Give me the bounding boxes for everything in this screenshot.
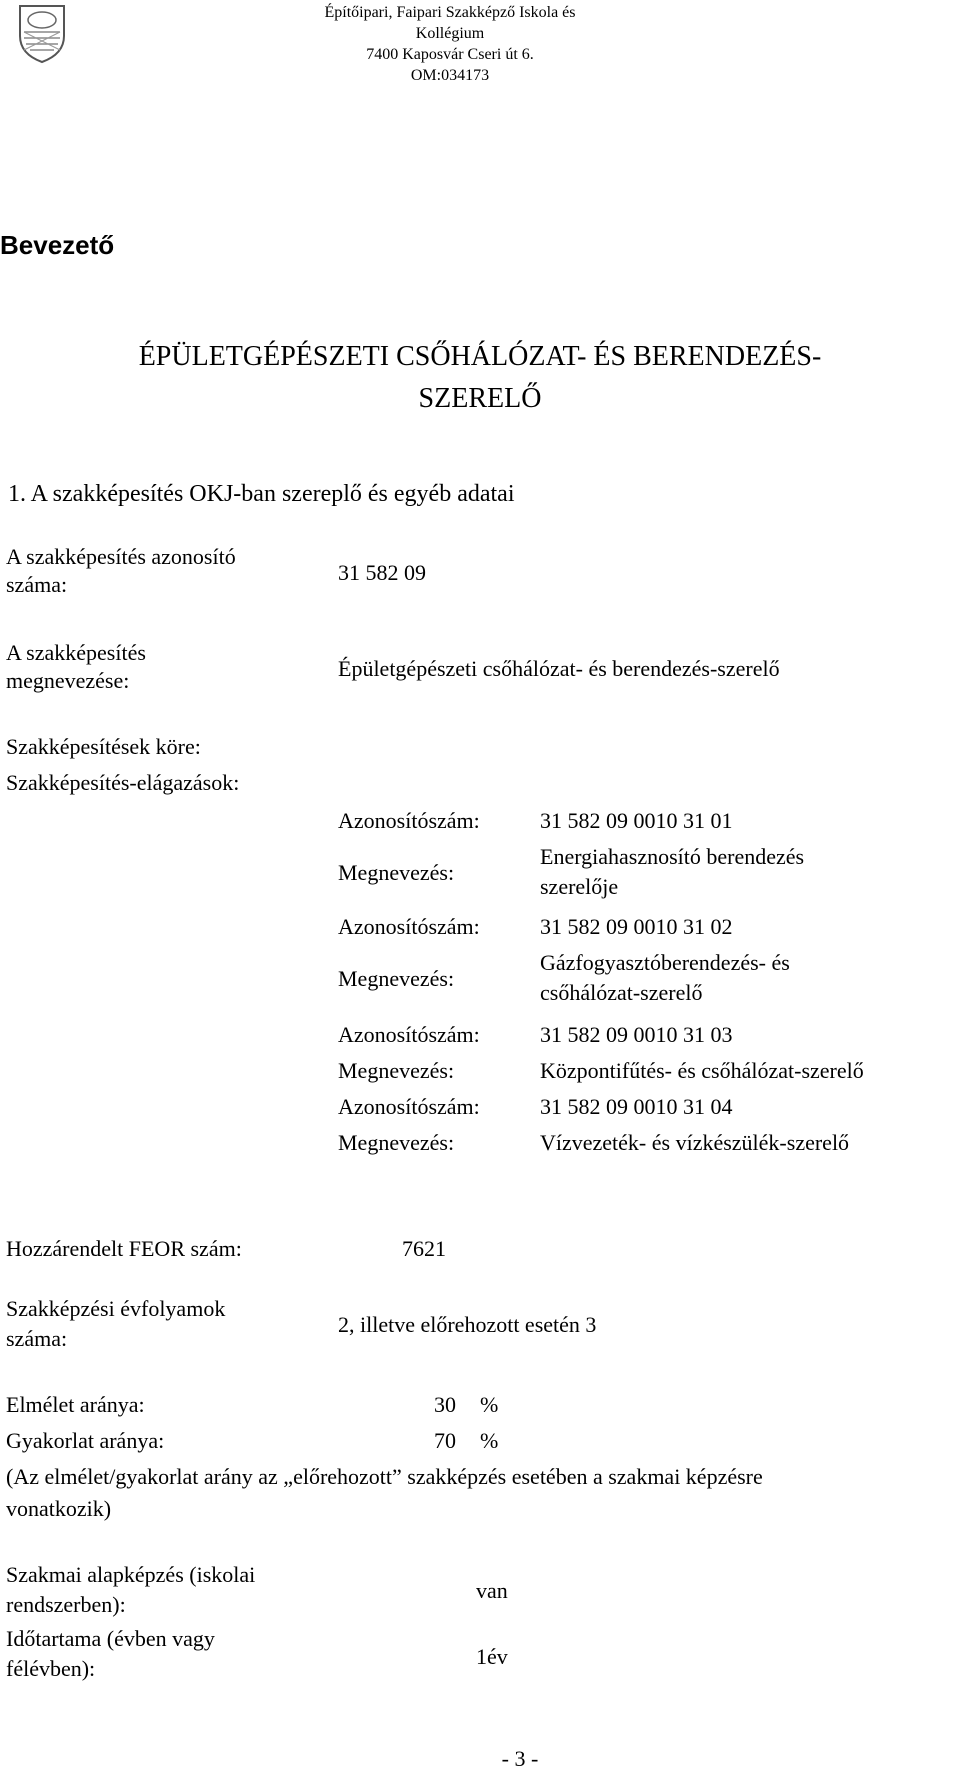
gyakorlat-percent: % bbox=[480, 1428, 499, 1453]
section1-heading: 1. A szakképesítés OKJ-ban szereplő és egyéb adatai bbox=[8, 481, 515, 507]
branch1-id: 31 582 09 0010 31 01 bbox=[540, 808, 733, 833]
school-om: OM:034173 bbox=[410, 67, 490, 84]
elmelet-value: 30 bbox=[434, 1392, 456, 1417]
school-address: 7400 Kaposvár Cseri út 6. bbox=[366, 46, 534, 63]
branch3-name-label: Megnevezés: bbox=[338, 1058, 455, 1083]
branch1-name-line1: Energiahasznosító berendezés bbox=[540, 844, 805, 869]
page-number: - 3 - bbox=[501, 1746, 539, 1771]
branch4-name: Vízvezeték- és vízkészülék-szerelő bbox=[540, 1130, 850, 1155]
id-value: 31 582 09 bbox=[338, 560, 426, 585]
gyakorlat-label: Gyakorlat aránya: bbox=[6, 1428, 165, 1453]
feor-label: Hozzárendelt FEOR szám: bbox=[6, 1236, 242, 1261]
branch4-id: 31 582 09 0010 31 04 bbox=[540, 1094, 733, 1119]
branch2-name-line1: Gázfogyasztóberendezés- és bbox=[540, 950, 790, 975]
alapkepzes-value: van bbox=[476, 1578, 508, 1603]
id-label-line1: A szakképesítés azonosító bbox=[6, 544, 236, 569]
branch1-id-label: Azonosítószám: bbox=[338, 808, 480, 833]
evfolyam-value: 2, illetve előrehozott esetén 3 bbox=[338, 1312, 597, 1337]
branch2-name-line2: csőhálózat-szerelő bbox=[540, 980, 703, 1005]
branch2-id-label: Azonosítószám: bbox=[338, 914, 480, 939]
name-label-line1: A szakképesítés bbox=[6, 640, 146, 665]
ratio-note-line1: (Az elmélet/gyakorlat arány az „előrehozott” szakképzés esetében a szakmai képzésre bbox=[6, 1464, 763, 1489]
idotartam-label-line1: Időtartama (évben vagy bbox=[6, 1626, 215, 1651]
branch4-id-label: Azonosítószám: bbox=[338, 1094, 480, 1119]
branch3-id-label: Azonosítószám: bbox=[338, 1022, 480, 1047]
intro-heading: Bevezető bbox=[0, 230, 115, 260]
school-logo bbox=[14, 2, 70, 64]
name-label-line2: megnevezése: bbox=[6, 668, 130, 693]
branch2-id: 31 582 09 0010 31 02 bbox=[540, 914, 733, 939]
idotartam-label-line2: félévben): bbox=[6, 1656, 96, 1681]
branch4-name-label: Megnevezés: bbox=[338, 1130, 455, 1155]
ratio-note-line2: vonatkozik) bbox=[6, 1496, 112, 1521]
alapkepzes-label-line2: rendszerben): bbox=[6, 1592, 126, 1617]
page-title-line2: SZERELŐ bbox=[418, 383, 542, 414]
branch3-name: Központifűtés- és csőhálózat-szerelő bbox=[540, 1058, 864, 1083]
evfolyam-label-line1: Szakképzési évfolyamok bbox=[6, 1296, 226, 1321]
alapkepzes-label-line1: Szakmai alapképzés (iskolai bbox=[6, 1562, 256, 1587]
name-value: Épületgépészeti csőhálózat- és berendezés-szerelő bbox=[338, 656, 780, 681]
elmelet-label: Elmélet aránya: bbox=[6, 1392, 145, 1417]
school-header bbox=[300, 2, 600, 86]
school-name: Építőipari, Faipari Szakképző Iskola és Kollégium bbox=[324, 4, 576, 42]
feor-value: 7621 bbox=[402, 1236, 446, 1261]
elagazas-label: Szakképesítés-elágazások: bbox=[6, 770, 240, 795]
branch2-name-label: Megnevezés: bbox=[338, 966, 455, 991]
branch1-name-line2: szerelője bbox=[540, 874, 619, 899]
branch1-name-label: Megnevezés: bbox=[338, 860, 455, 885]
kore-label: Szakképesítések köre: bbox=[6, 734, 201, 759]
gyakorlat-value: 70 bbox=[434, 1428, 456, 1453]
elmelet-percent: % bbox=[480, 1392, 499, 1417]
id-label-line2: száma: bbox=[6, 572, 68, 597]
page-title-line1: ÉPÜLETGÉPÉSZETI CSŐHÁLÓZAT- ÉS BERENDEZÉS- bbox=[138, 341, 822, 372]
branch3-id: 31 582 09 0010 31 03 bbox=[540, 1022, 733, 1047]
evfolyam-label-line2: száma: bbox=[6, 1326, 68, 1351]
idotartam-value: 1év bbox=[476, 1644, 508, 1669]
